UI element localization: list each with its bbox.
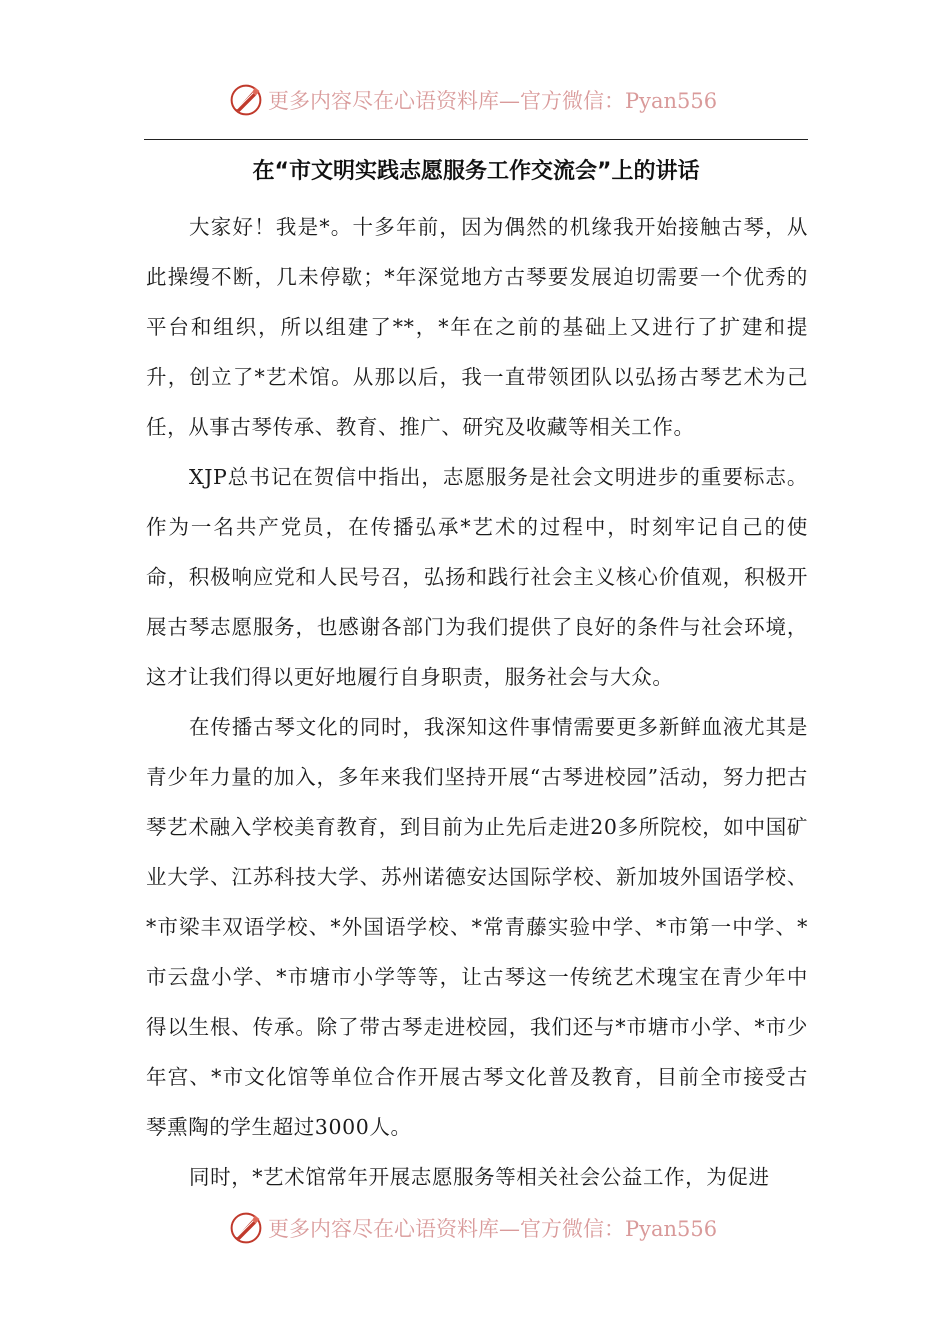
paragraph: 在传播古琴文化的同时，我深知这件事情需要更多新鲜血液尤其是青少年力量的加入，多年来我们坚持开展“古琴进校园”活动，努力把古琴艺术融入学校美育教育，到目前为止先后走进20多所院校，如中国矿业大学、江苏科技大学、苏州诺德安达国际学校、新加坡外国语学校、*市梁丰双语学校、*外国语学校、*常青藤实验中学、*市第一中学、*市云盘小学、*市塘市小学等等，让古琴这一传统艺术瑰宝在青少年中得以生根、传承。除了带古琴走进校园，我们还与*市塘市小学、*市少年宫、*市文化馆等单位合作开展古琴文化普及教育，目前全市接受古琴熏陶的学生超过3000人。	[146, 715, 808, 1139]
watermark-text: 更多内容尽在心语资料库—官方微信：Pyan556	[268, 1217, 718, 1241]
watermark-text: 更多内容尽在心语资料库—官方微信：Pyan556	[268, 89, 718, 113]
footer-watermark	[228, 1210, 717, 1246]
fountain-pen-logo-icon	[228, 82, 264, 118]
paragraph: XJP总书记在贺信中指出，志愿服务是社会文明进步的重要标志。作为一名共产党员，在传播弘承*艺术的过程中，时刻牢记自己的使命，积极响应党和人民号召，弘扬和践行社会主义核心价值观，积极开展古琴志愿服务，也感谢各部门为我们提供了良好的条件与社会环境，这才让我们得以更好地履行自身职责，服务社会与大众。	[146, 465, 808, 689]
paragraph: 同时，*艺术馆常年开展志愿服务等相关社会公益工作，为促进	[189, 1165, 770, 1189]
header-divider	[144, 139, 808, 140]
paragraph: 大家好！我是*。十多年前，因为偶然的机缘我开始接触古琴，从此操缦不断，几未停歇；*年深觉地方古琴要发展迫切需要一个优秀的平台和组织，所以组建了**，*年在之前的基础上又进行了扩建和提升，创立了*艺术馆。从那以后，我一直带领团队以弘扬古琴艺术为己任，从事古琴传承、教育、推广、研究及收藏等相关工作。	[146, 215, 808, 439]
page-title: 在“市文明实践志愿服务工作交流会”上的讲话	[252, 159, 700, 184]
header-watermark	[228, 82, 717, 118]
document-body	[146, 202, 808, 1202]
fountain-pen-logo-icon	[228, 1210, 264, 1246]
